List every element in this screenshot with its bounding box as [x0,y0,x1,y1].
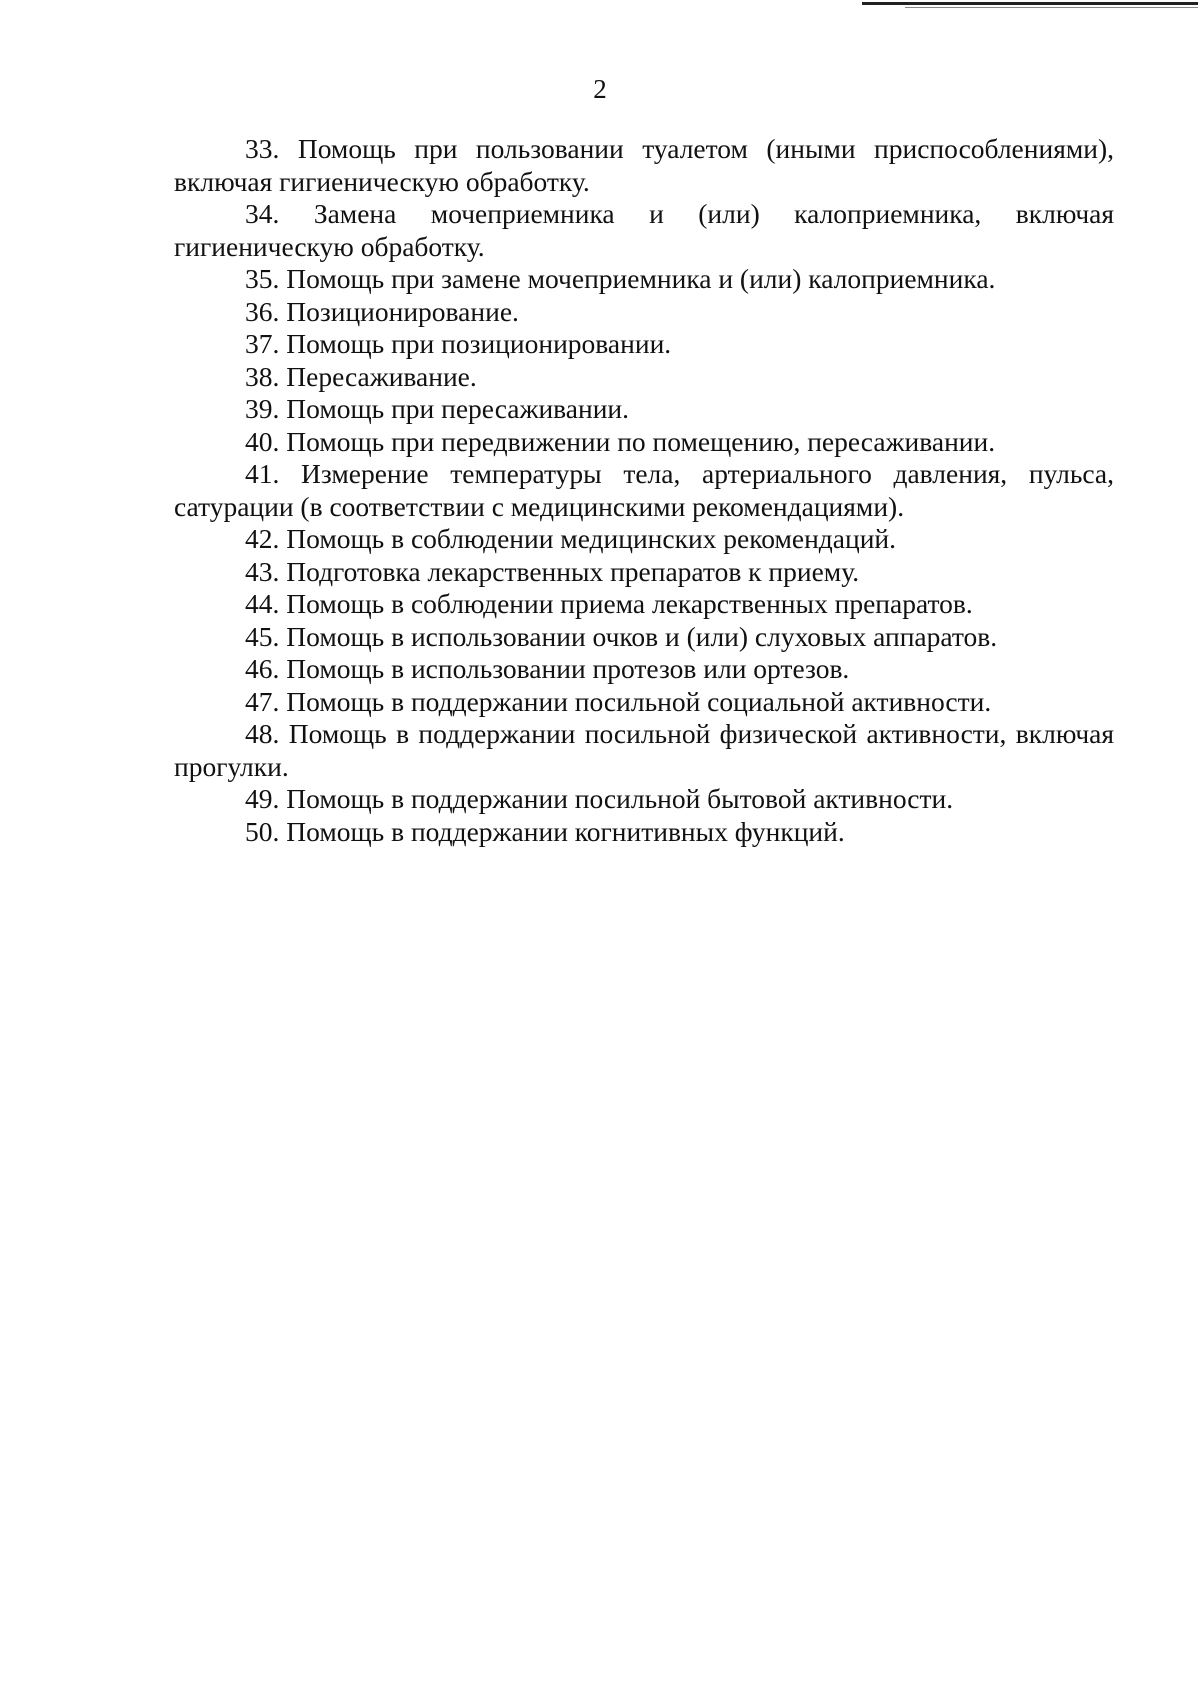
list-item: 40. Помощь при передвижении по помещению, пересаживании. [245,425,996,457]
page-number: 2 [593,74,607,104]
list-item: 35. Помощь при замене мочеприемника и (или) калоприемника. [245,263,996,294]
list-item: 42. Помощь в соблюдении медицинских рекомендаций. [245,523,897,554]
top-edge-rule-thin [905,7,1198,8]
list-item: 37. Помощь при позиционировании. [245,328,672,359]
list-item: 45. Помощь в использовании очков и (или) слуховых аппаратов. [245,620,998,652]
list-item: 38. Пересаживание. [245,360,477,392]
list-item: 50. Помощь в поддержании когнитивных функций. [245,815,845,847]
document-body [174,133,1114,848]
list-item: 47. Помощь в поддержании посильной социальной активности. [245,685,992,717]
list-item: 39. Помощь при пересаживании. [245,393,630,424]
list-item: 48. Помощь в поддержании посильной физической активности, включая прогулки. [174,718,1114,782]
list-item: 44. Помощь в соблюдении приема лекарственных препаратов. [245,588,973,619]
list-item: 33. Помощь при пользовании туалетом (иными приспособлениями), включая гигиеническую обработку. [174,133,1114,197]
list-item: 36. Позиционирование. [245,295,519,327]
list-item: 34. Замена мочеприемника и (или) калоприемника, включая гигиеническую обработку. [174,198,1114,262]
list-item: 46. Помощь в использовании протезов или ортезов. [245,653,850,684]
list-item: 43. Подготовка лекарственных препаратов к приему. [245,555,860,587]
list-item: 49. Помощь в поддержании посильной бытовой активности. [245,783,954,814]
list-item: 41. Измерение температуры тела, артериального давления, пульса, сатурации (в соответствии с медицинскими рекомендациями). [174,458,1114,522]
top-edge-rule [862,2,1198,5]
